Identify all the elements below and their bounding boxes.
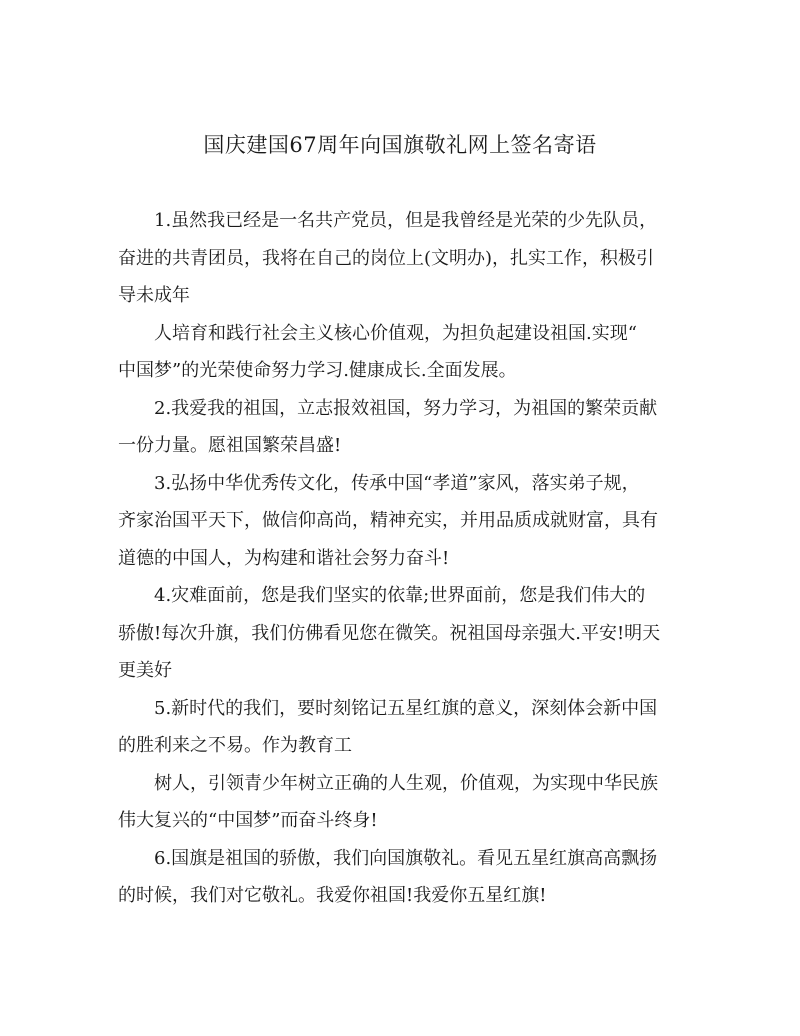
paragraph-1: 1.虽然我已经是一名共产党员，但是我曾经是光荣的少先队员， 奋进的共青团员，我将在自己的岗位上(文明办)，扎实工作，积极引 导未成年 (118, 210, 658, 306)
paragraph-5: 4.灾难面前，您是我们坚实的依靠;世界面前，您是我们伟大的 骄傲!每次升旗，我们仿佛看见您在微笑。祝祖国母亲强大.平安!明天 更美好 (118, 585, 661, 681)
paragraph-8: 6.国旗是祖国的骄傲，我们向国旗敬礼。看见五星红旗高高飘扬 的时候，我们对它敬礼。我爱你祖国!我爱你五星红旗! (118, 847, 658, 906)
paragraph-3: 2.我爱我的祖国，立志报效祖国，努力学习，为祖国的繁荣贡献 一份力量。愿祖国繁荣昌盛! (118, 397, 658, 456)
paragraph-4: 3.弘扬中华优秀传文化，传承中国“孝道”家风，落实弟子规， 齐家治国平天下，做信仰高尚，精神充实，并用品质成就财富，具有 道德的中国人，为构建和谐社会努力奋斗! (118, 472, 658, 569)
document-title: 国庆建国67周年向国旗敬礼网上签名寄语 (203, 133, 597, 157)
paragraph-2: 人培育和践行社会主义核心价值观，为担负起建设祖国.实现“ 中国梦”的光荣使命努力学习.健康成长.全面发展。 (118, 322, 637, 381)
document-body (118, 202, 690, 915)
paragraph-7: 树人，引领青少年树立正确的人生观，价值观，为实现中华民族 伟大复兴的“中国梦”而奋斗终身! (118, 772, 658, 831)
paragraph-6: 5.新时代的我们，要时刻铭记五星红旗的意义，深刻体会新中国 的胜利来之不易。作为教育工 (118, 697, 658, 756)
